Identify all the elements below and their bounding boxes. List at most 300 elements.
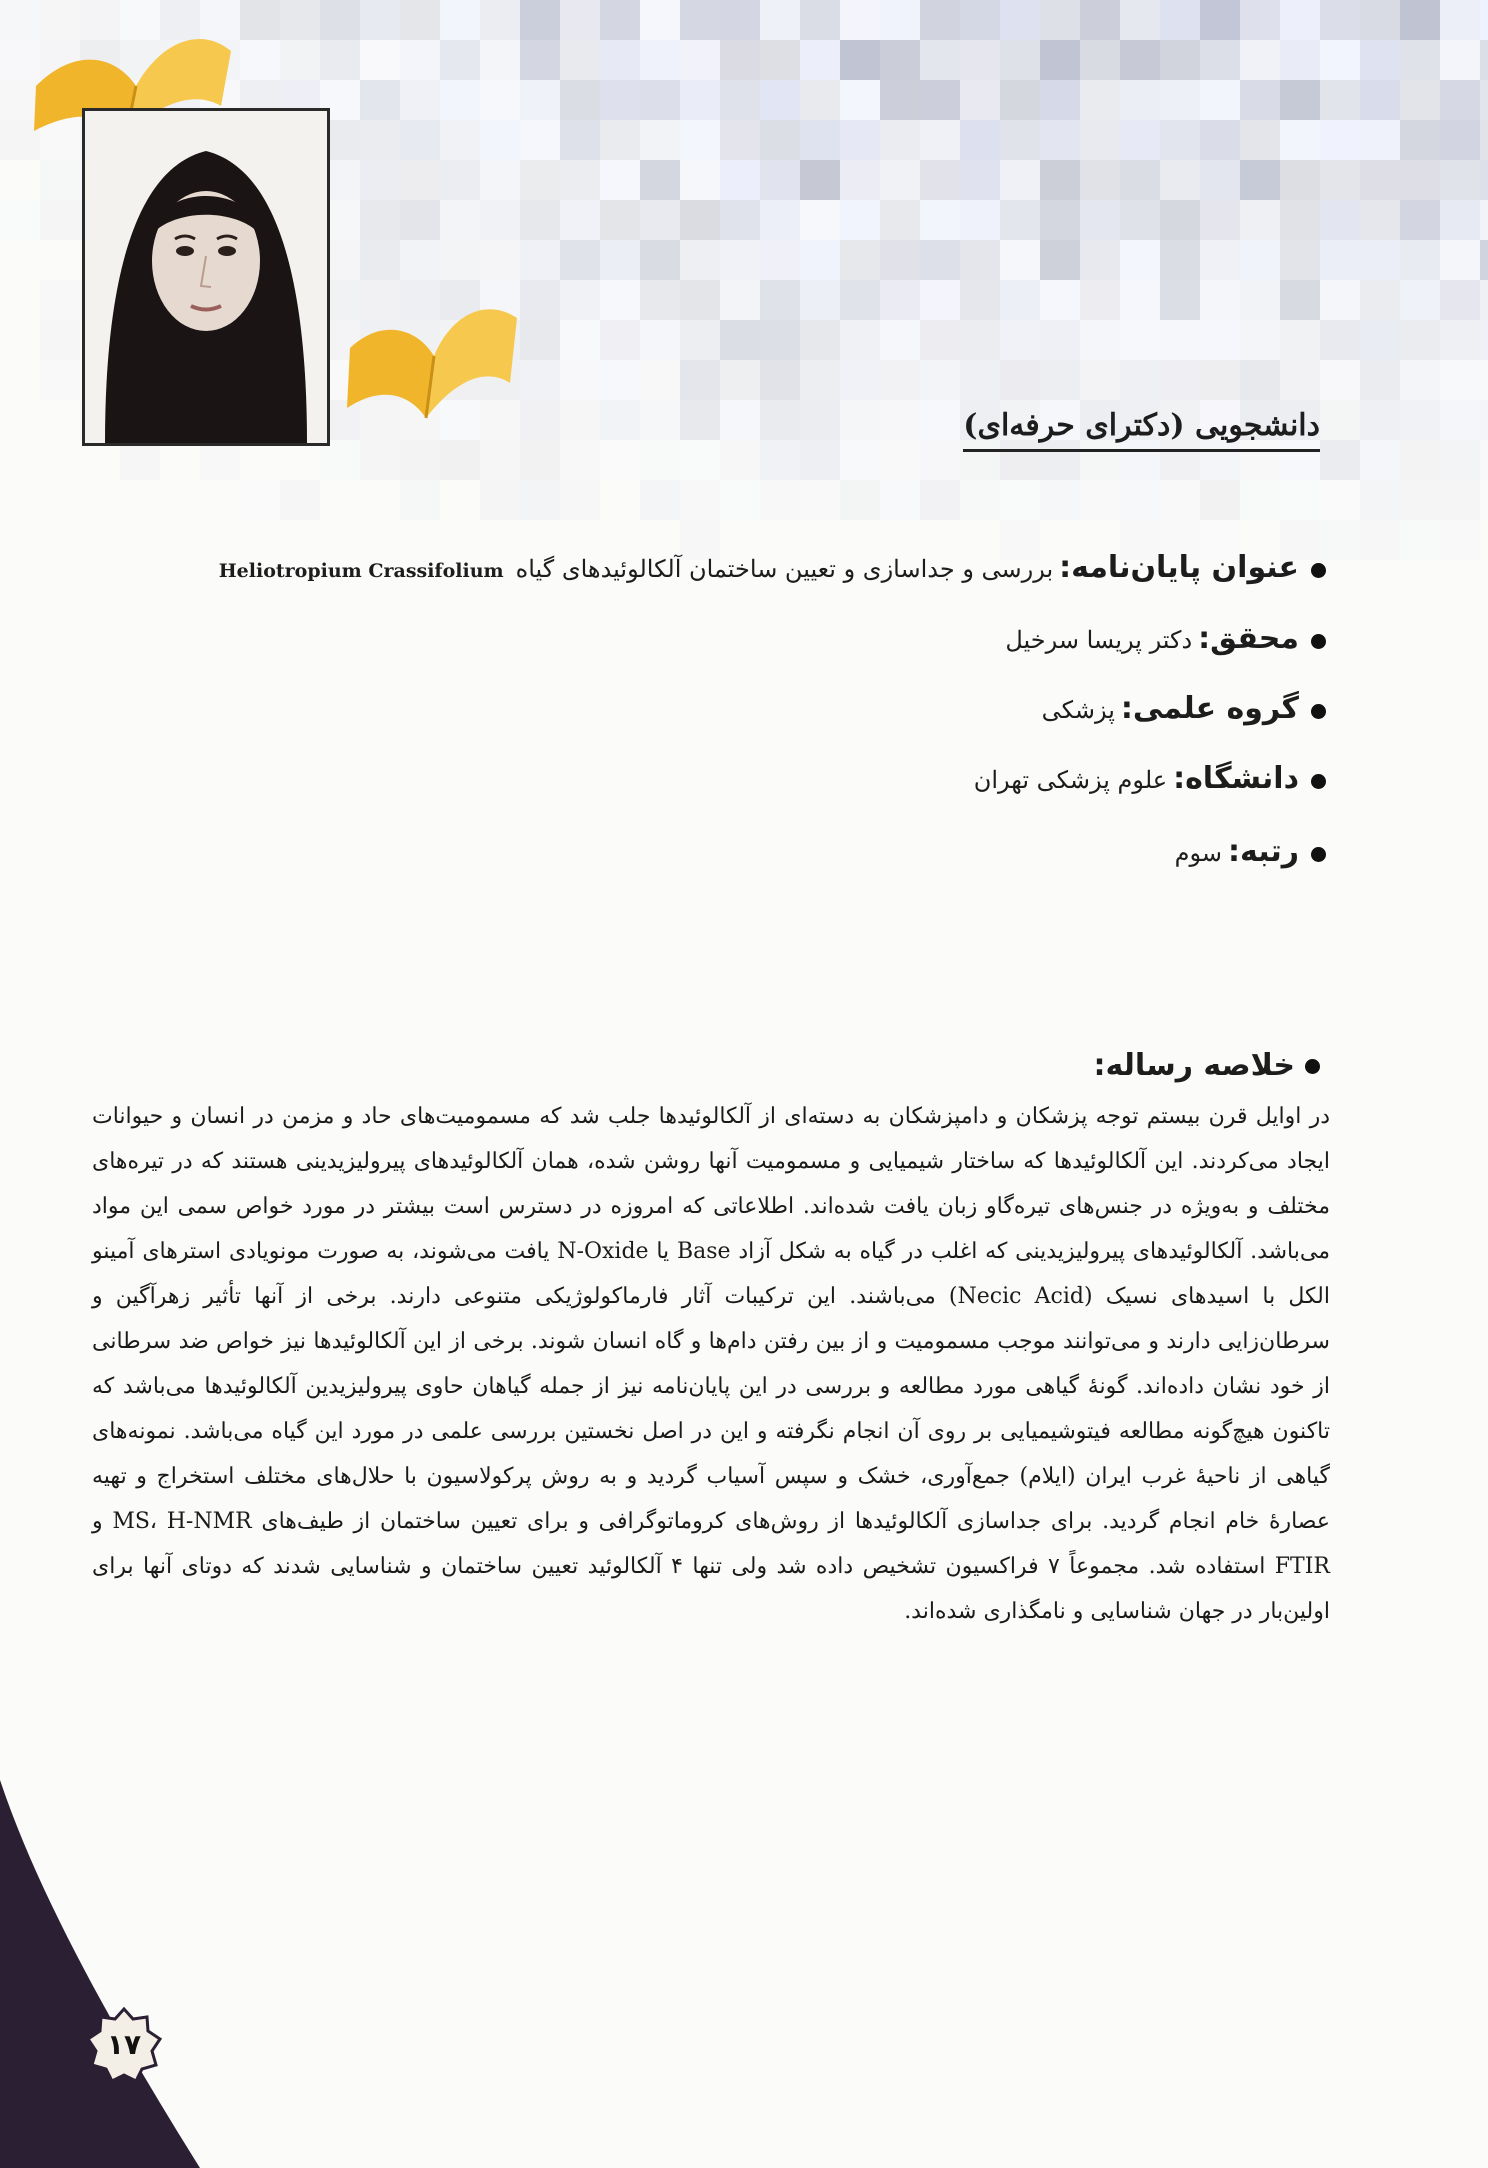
mosaic-tile <box>1440 160 1480 200</box>
researcher-photo <box>82 108 330 446</box>
mosaic-tile <box>1400 200 1440 240</box>
mosaic-tile <box>1240 480 1280 520</box>
mosaic-tile <box>440 0 480 40</box>
mosaic-tile <box>1240 120 1280 160</box>
mosaic-tile <box>720 280 760 320</box>
mosaic-tile <box>640 80 680 120</box>
mosaic-tile <box>800 400 840 440</box>
plant-latin-name: Heliotropium Crassifolium <box>218 560 504 582</box>
mosaic-tile <box>680 240 720 280</box>
mosaic-tile <box>1280 0 1320 40</box>
mosaic-tile <box>440 200 480 240</box>
mosaic-tile <box>1360 320 1400 360</box>
mosaic-tile <box>480 240 520 280</box>
mosaic-tile <box>760 400 800 440</box>
mosaic-tile <box>1040 160 1080 200</box>
category-heading: دانشجویی (دکترای حرفه‌ای) <box>963 408 1320 452</box>
mosaic-tile <box>40 280 80 320</box>
mosaic-tile <box>1040 280 1080 320</box>
mosaic-tile <box>600 280 640 320</box>
mosaic-tile <box>960 480 1000 520</box>
mosaic-tile <box>120 440 160 480</box>
mosaic-tile <box>840 400 880 440</box>
abstract-heading <box>1093 1048 1320 1083</box>
mosaic-tile <box>1440 200 1480 240</box>
detail-value: سوم <box>1174 839 1223 867</box>
mosaic-tile <box>480 480 520 520</box>
mosaic-tile <box>520 160 560 200</box>
mosaic-tile <box>840 120 880 160</box>
mosaic-tile <box>560 400 600 440</box>
mosaic-tile <box>1200 80 1240 120</box>
mosaic-tile <box>1120 320 1160 360</box>
mosaic-tile <box>320 0 360 40</box>
mosaic-tile <box>640 320 680 360</box>
mosaic-tile <box>1000 80 1040 120</box>
mosaic-tile <box>720 440 760 480</box>
mosaic-tile <box>1000 320 1040 360</box>
mosaic-tile <box>360 240 400 280</box>
mosaic-tile <box>40 200 80 240</box>
mosaic-tile <box>1040 40 1080 80</box>
mosaic-tile <box>1320 200 1360 240</box>
mosaic-tile <box>840 440 880 480</box>
mosaic-tile <box>40 320 80 360</box>
mosaic-tile <box>760 360 800 400</box>
mosaic-tile <box>760 40 800 80</box>
mosaic-tile <box>560 160 600 200</box>
mosaic-tile <box>1120 160 1160 200</box>
mosaic-tile <box>360 0 400 40</box>
mosaic-tile <box>480 440 520 480</box>
mosaic-tile <box>1440 360 1480 400</box>
mosaic-tile <box>360 160 400 200</box>
mosaic-tile <box>1320 280 1360 320</box>
mosaic-tile <box>720 160 760 200</box>
mosaic-tile <box>720 320 760 360</box>
mosaic-tile <box>1400 400 1440 440</box>
mosaic-tile <box>480 200 520 240</box>
mosaic-tile <box>1360 120 1400 160</box>
mosaic-tile <box>960 240 1000 280</box>
detail-colon: : <box>1059 550 1072 585</box>
mosaic-tile <box>1440 0 1480 40</box>
mosaic-tile <box>1440 80 1480 120</box>
mosaic-tile <box>880 400 920 440</box>
mosaic-tile <box>1280 160 1320 200</box>
mosaic-tile <box>1120 40 1160 80</box>
mosaic-tile <box>1320 160 1360 200</box>
detail-value: علوم پزشکی تهران <box>973 766 1168 794</box>
mosaic-tile <box>1360 360 1400 400</box>
mosaic-tile <box>680 0 720 40</box>
bullet-icon <box>1311 704 1326 719</box>
detail-value: بررسی و جداسازی و تعیین ساختمان آلکالوئیدهای گیاه <box>515 555 1054 583</box>
mosaic-tile <box>600 40 640 80</box>
mosaic-tile <box>1120 200 1160 240</box>
detail-value: پزشکی <box>1041 696 1115 724</box>
bullet-icon <box>1311 563 1326 578</box>
mosaic-tile <box>1000 40 1040 80</box>
mosaic-tile <box>1040 360 1080 400</box>
detail-row-thesis-title <box>126 548 1326 591</box>
mosaic-tile <box>640 360 680 400</box>
mosaic-tile <box>1200 120 1240 160</box>
mosaic-tile <box>1320 40 1360 80</box>
mosaic-tile <box>880 280 920 320</box>
mosaic-tile <box>800 40 840 80</box>
mosaic-tile <box>920 0 960 40</box>
mosaic-tile <box>1440 280 1480 320</box>
mosaic-tile <box>1240 160 1280 200</box>
mosaic-tile <box>40 360 80 400</box>
mosaic-tile <box>1160 200 1200 240</box>
mosaic-tile <box>1280 480 1320 520</box>
mosaic-tile <box>1440 480 1480 520</box>
mosaic-tile <box>800 440 840 480</box>
mosaic-tile <box>720 200 760 240</box>
mosaic-tile <box>600 240 640 280</box>
mosaic-tile <box>520 480 560 520</box>
mosaic-tile <box>1440 400 1480 440</box>
mosaic-tile <box>1120 240 1160 280</box>
mosaic-tile <box>1040 240 1080 280</box>
mosaic-tile <box>680 160 720 200</box>
mosaic-tile <box>520 400 560 440</box>
mosaic-tile <box>1440 320 1480 360</box>
mosaic-tile <box>440 440 480 480</box>
bullet-icon <box>1311 774 1326 789</box>
mosaic-tile <box>760 80 800 120</box>
mosaic-tile <box>1280 200 1320 240</box>
mosaic-tile <box>640 400 680 440</box>
mosaic-tile <box>520 40 560 80</box>
mosaic-tile <box>480 40 520 80</box>
mosaic-tile <box>1280 80 1320 120</box>
mosaic-tile <box>760 200 800 240</box>
mosaic-tile <box>1040 200 1080 240</box>
mosaic-tile <box>360 40 400 80</box>
mosaic-tile <box>800 160 840 200</box>
mosaic-tile <box>1440 120 1480 160</box>
mosaic-tile <box>480 160 520 200</box>
mosaic-tile <box>1400 360 1440 400</box>
mosaic-tile <box>880 360 920 400</box>
mosaic-tile <box>360 120 400 160</box>
bullet-icon <box>1311 847 1326 862</box>
mosaic-tile <box>640 480 680 520</box>
mosaic-tile <box>1360 0 1400 40</box>
mosaic-tile <box>1360 480 1400 520</box>
mosaic-tile <box>720 360 760 400</box>
mosaic-tile <box>600 320 640 360</box>
mosaic-tile <box>520 240 560 280</box>
detail-colon: : <box>1228 834 1241 869</box>
mosaic-tile <box>1480 200 1488 240</box>
mosaic-tile <box>480 0 520 40</box>
mosaic-tile <box>400 200 440 240</box>
mosaic-tile <box>680 400 720 440</box>
mosaic-tile <box>960 0 1000 40</box>
mosaic-tile <box>1320 80 1360 120</box>
mosaic-tile <box>1360 520 1400 560</box>
mosaic-tile <box>560 360 600 400</box>
mosaic-tile <box>1080 480 1120 520</box>
mosaic-tile <box>440 240 480 280</box>
mosaic-tile <box>1240 0 1280 40</box>
mosaic-tile <box>1360 400 1400 440</box>
mosaic-tile <box>880 120 920 160</box>
mosaic-tile <box>600 400 640 440</box>
mosaic-tile <box>1040 120 1080 160</box>
mosaic-tile <box>1200 200 1240 240</box>
mosaic-tile <box>560 40 600 80</box>
mosaic-tile <box>1400 80 1440 120</box>
mosaic-tile <box>0 200 40 240</box>
mosaic-tile <box>1160 160 1200 200</box>
mosaic-tile <box>600 200 640 240</box>
mosaic-tile <box>1440 240 1480 280</box>
mosaic-tile <box>1240 200 1280 240</box>
mosaic-tile <box>920 120 960 160</box>
mosaic-tile <box>760 240 800 280</box>
mosaic-tile <box>800 280 840 320</box>
mosaic-tile <box>800 0 840 40</box>
mosaic-tile <box>880 440 920 480</box>
mosaic-tile <box>1160 120 1200 160</box>
mosaic-tile <box>1320 480 1360 520</box>
mosaic-tile <box>1400 120 1440 160</box>
mosaic-tile <box>1000 160 1040 200</box>
mosaic-tile <box>680 320 720 360</box>
mosaic-tile <box>1400 160 1440 200</box>
mosaic-tile <box>840 200 880 240</box>
mosaic-tile <box>1040 0 1080 40</box>
mosaic-tile <box>280 0 320 40</box>
mosaic-tile <box>640 240 680 280</box>
mosaic-tile <box>840 80 880 120</box>
detail-colon: : <box>1120 691 1133 726</box>
mosaic-tile <box>1080 200 1120 240</box>
mosaic-tile <box>440 120 480 160</box>
mosaic-tile <box>920 200 960 240</box>
mosaic-tile <box>1160 320 1200 360</box>
mosaic-tile <box>840 480 880 520</box>
mosaic-tile <box>640 200 680 240</box>
mosaic-tile <box>920 280 960 320</box>
mosaic-tile <box>240 480 280 520</box>
mosaic-tile <box>520 360 560 400</box>
mosaic-tile <box>440 40 480 80</box>
mosaic-tile <box>1480 240 1488 280</box>
mosaic-tile <box>400 80 440 120</box>
mosaic-tile <box>800 320 840 360</box>
mosaic-tile <box>560 120 600 160</box>
mosaic-tile <box>800 80 840 120</box>
mosaic-tile <box>1320 440 1360 480</box>
mosaic-tile <box>1160 0 1200 40</box>
mosaic-tile <box>800 120 840 160</box>
detail-row-scientific-group <box>126 689 1326 730</box>
mosaic-tile <box>1240 320 1280 360</box>
mosaic-tile <box>600 160 640 200</box>
mosaic-tile <box>1360 240 1400 280</box>
mosaic-tile <box>880 0 920 40</box>
mosaic-tile <box>1200 360 1240 400</box>
page-number-badge <box>84 2005 164 2085</box>
mosaic-tile <box>1040 480 1080 520</box>
mosaic-tile <box>1440 440 1480 480</box>
mosaic-tile <box>960 200 1000 240</box>
mosaic-tile <box>720 120 760 160</box>
mosaic-tile <box>880 320 920 360</box>
mosaic-tile <box>1240 40 1280 80</box>
mosaic-tile <box>1200 280 1240 320</box>
mosaic-tile <box>960 320 1000 360</box>
mosaic-tile <box>1480 0 1488 40</box>
mosaic-tile <box>760 480 800 520</box>
mosaic-tile <box>680 80 720 120</box>
mosaic-tile <box>520 320 560 360</box>
mosaic-tile <box>1480 160 1488 200</box>
mosaic-tile <box>400 120 440 160</box>
mosaic-tile <box>800 240 840 280</box>
abstract-body <box>92 1094 1330 1634</box>
mosaic-tile <box>520 280 560 320</box>
detail-key: رتبه <box>1240 834 1299 869</box>
mosaic-tile <box>1480 480 1488 520</box>
mosaic-tile <box>1160 80 1200 120</box>
mosaic-tile <box>1120 280 1160 320</box>
mosaic-tile <box>1120 480 1160 520</box>
mosaic-tile <box>1360 160 1400 200</box>
mosaic-tile <box>1080 40 1120 80</box>
mosaic-tile <box>680 280 720 320</box>
mosaic-tile <box>560 480 600 520</box>
mosaic-tile <box>960 80 1000 120</box>
mosaic-tile <box>760 320 800 360</box>
mosaic-tile <box>1360 280 1400 320</box>
mosaic-tile <box>520 0 560 40</box>
mosaic-tile <box>1120 120 1160 160</box>
mosaic-tile <box>680 200 720 240</box>
mosaic-tile <box>1240 280 1280 320</box>
mosaic-tile <box>920 440 960 480</box>
mosaic-tile <box>520 200 560 240</box>
mosaic-tile <box>40 160 80 200</box>
detail-key: عنوان پایان‌نامه <box>1071 550 1299 585</box>
mosaic-tile <box>1480 80 1488 120</box>
mosaic-tile <box>880 160 920 200</box>
mosaic-tile <box>840 240 880 280</box>
detail-row-researcher <box>126 619 1326 660</box>
mosaic-tile <box>360 80 400 120</box>
mosaic-tile <box>1320 400 1360 440</box>
mosaic-tile <box>1280 280 1320 320</box>
mosaic-tile <box>1000 200 1040 240</box>
mosaic-tile <box>1160 280 1200 320</box>
mosaic-tile <box>1200 480 1240 520</box>
mosaic-tile <box>1400 0 1440 40</box>
open-book-icon <box>342 278 522 428</box>
mosaic-tile <box>680 360 720 400</box>
mosaic-tile <box>720 0 760 40</box>
mosaic-tile <box>1000 280 1040 320</box>
mosaic-tile <box>1480 320 1488 360</box>
mosaic-tile <box>1200 40 1240 80</box>
mosaic-tile <box>800 200 840 240</box>
mosaic-tile <box>1320 120 1360 160</box>
portrait-image <box>85 111 327 443</box>
mosaic-tile <box>920 400 960 440</box>
detail-key: گروه علمی <box>1132 691 1299 726</box>
detail-row-rank <box>126 832 1326 873</box>
mosaic-tile <box>1400 440 1440 480</box>
mosaic-tile <box>520 80 560 120</box>
detail-colon: : <box>1173 761 1186 796</box>
mosaic-tile <box>1080 0 1120 40</box>
mosaic-tile <box>1400 280 1440 320</box>
mosaic-tile <box>400 160 440 200</box>
mosaic-tile <box>1480 40 1488 80</box>
bullet-icon <box>1305 1059 1320 1074</box>
mosaic-tile <box>1400 520 1440 560</box>
mosaic-tile <box>400 240 440 280</box>
mosaic-tile <box>1240 360 1280 400</box>
mosaic-tile <box>1320 240 1360 280</box>
mosaic-tile <box>1480 400 1488 440</box>
mosaic-tile <box>840 0 880 40</box>
mosaic-tile <box>960 160 1000 200</box>
mosaic-tile <box>640 40 680 80</box>
mosaic-tile <box>960 40 1000 80</box>
mosaic-tile <box>480 80 520 120</box>
mosaic-tile <box>320 440 360 480</box>
mosaic-tile <box>600 360 640 400</box>
mosaic-tile <box>400 480 440 520</box>
mosaic-tile <box>720 80 760 120</box>
mosaic-tile <box>1160 40 1200 80</box>
mosaic-tile <box>1320 520 1360 560</box>
mosaic-tile <box>840 160 880 200</box>
mosaic-tile <box>920 160 960 200</box>
mosaic-tile <box>560 0 600 40</box>
mosaic-tile <box>800 360 840 400</box>
mosaic-tile <box>800 480 840 520</box>
mosaic-tile <box>240 40 280 80</box>
mosaic-tile <box>280 40 320 80</box>
mosaic-tile <box>1280 240 1320 280</box>
mosaic-tile <box>1440 520 1480 560</box>
mosaic-tile <box>240 0 280 40</box>
mosaic-tile <box>1160 480 1200 520</box>
abstract-paragraph: در اوایل قرن بیستم توجه پزشکان و دامپزشکان به دسته‌ای از آلکالوئیدها جلب شد که مسمومیت‌های حاد و مزمن در انسان و حیوانات ایجاد می‌کردند. این آلکالوئیدها که ساختار شیمیایی و مسمومیت آنها روشن شده، همان آلکالوئیدهای پیرولیزیدینی هستند که در تیره‌های مختلف و به‌ویژه در جنس‌های تیره‌گاو زبان یافت شده‌اند. اطلاعاتی که امروزه در دسترس است بیشتر در مورد خواص سمی این مواد می‌باشد. آلکالوئیدهای پیرولیزیدینی که اغلب در گیاه به شکل آزاد Base یا N-Oxide یافت می‌شوند، به صورت مونویادی استرهای آمینو الکل با اسیدهای نسیک (Necic Acid) می‌باشند. این ترکیبات آثار فارماکولوژیکی متنوعی دارند. برخی از آنها تأثیر زهرآگین و سرطان‌زایی دارند و می‌توانند موجب مسمومیت و از بین رفتن دام‌ها و گاه انسان شوند. برخی از این آلکالوئیدها نیز خواص ضد سرطانی از خود نشان داده‌اند. گونهٔ گیاهی مورد مطالعه و بررسی در این پایان‌نامه نیز از جمله گیاهان حاوی پیرولیزیدین آلکالوئیدها می‌باشد که تاکنون هیچ‌گونه مطالعه فیتوشیمیایی بر روی آن انجام نگرفته و این در اصل نخستین بررسی علمی در مورد این گیاه می‌باشد. نمونه‌های گیاهی از ناحیهٔ غرب ایران (ایلام) جمع‌آوری، خشک و سپس آسیاب گردید و به روش پرکولاسیون با حلال‌های مختلف استخراج و تهیه عصارهٔ خام انجام گردید. برای جداسازی آلکالوئیدها از روش‌های کروماتوگرافی و برای تعیین ساختمان از طیف‌های MS، H-NMR و FTIR استفاده شد. مجموعاً ۷ فراکسیون تشخیص داده شد ولی تنها ۴ آلکالوئید تعیین ساختمان و شناسایی شدند که دوتای آنها برای اولین‌بار در جهان شناسایی و نامگذاری شده‌اند. <box>92 1104 1331 1624</box>
mosaic-tile <box>1480 440 1488 480</box>
mosaic-tile <box>600 80 640 120</box>
mosaic-tile <box>560 440 600 480</box>
mosaic-tile <box>720 240 760 280</box>
mosaic-tile <box>440 160 480 200</box>
mosaic-tile <box>1280 40 1320 80</box>
mosaic-tile <box>400 0 440 40</box>
mosaic-tile <box>760 280 800 320</box>
mosaic-tile <box>720 400 760 440</box>
detail-key: محقق <box>1210 621 1299 656</box>
mosaic-tile <box>560 240 600 280</box>
mosaic-tile <box>1200 0 1240 40</box>
mosaic-tile <box>1360 80 1400 120</box>
mosaic-tile <box>440 80 480 120</box>
